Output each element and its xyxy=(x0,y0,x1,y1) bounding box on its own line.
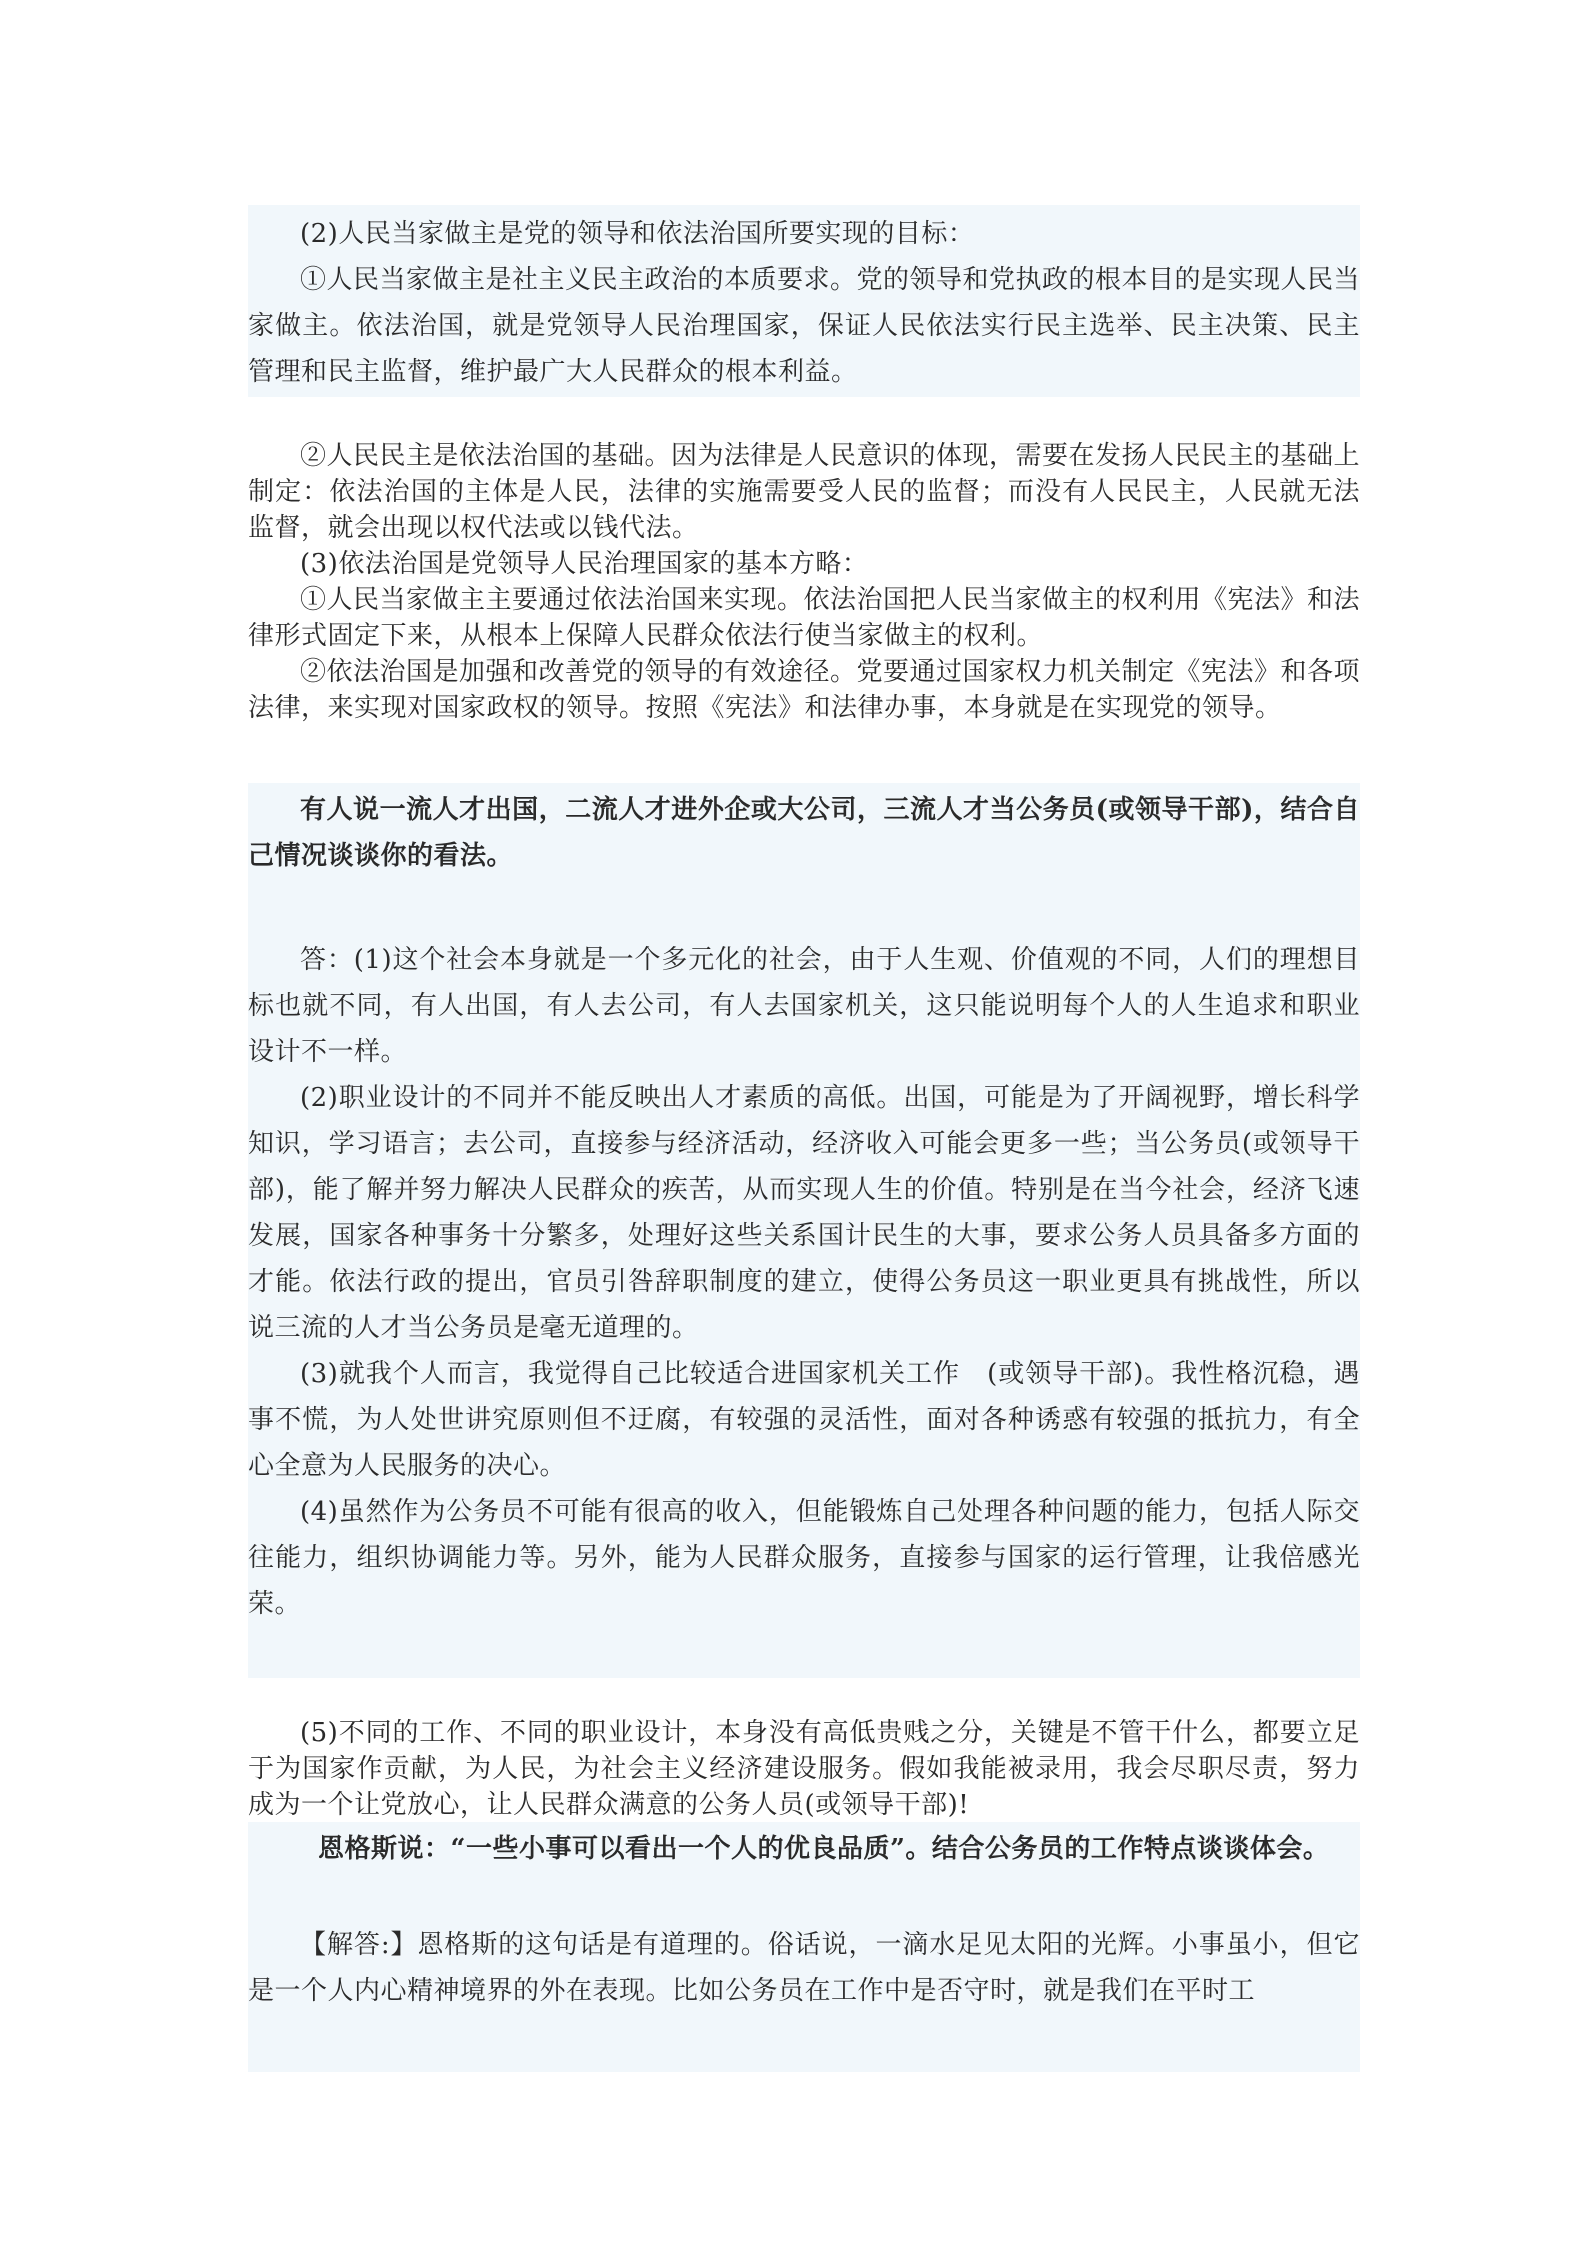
answer-body: 恩格斯的这句话是有道理的。俗话说，一滴水足见太阳的光辉。小事虽小，但它是一个人内心精神境界的外在表现。比如公务员在工作中是否守时，就是我们在平时工 xyxy=(248,1930,1360,2006)
answer-talent-conclusion xyxy=(248,1715,1360,1823)
answer-talent-3: (3)就我个人而言，我觉得自己比较适合进国家机关工作 (或领导干部)。我性格沉稳，遇事不慌，为人处世讲究原则但不迂腐，有较强的灵活性，面对各种诱惑有较强的抵抗力，有全心全意为人民服务的决心。 xyxy=(248,1359,1360,1481)
paragraph-goal-1: ①人民当家做主是社主义民主政治的本质要求。党的领导和党执政的根本目的是实现人民当家做主。依法治国，就是党领导人民治理国家，保证人民依法实行民主选举、民主决策、民主管理和民主监督，维护最广大人民群众的根本利益。 xyxy=(248,265,1361,387)
answer-engels-text xyxy=(248,1922,1360,2014)
answer-talent xyxy=(248,933,1360,1678)
question-talent xyxy=(248,783,1360,933)
answer-engels xyxy=(248,1922,1360,2014)
paragraph-strategy-2: ②依法治国是加强和改善党的领导的有效途径。党要通过国家权力机关制定《宪法》和各项法律，来实现对国家政权的领导。按照《宪法》和法律办事，本身就是在实现党的领导。 xyxy=(248,657,1361,723)
paragraph-strategy-1: ①人民当家做主主要通过依法治国来实现。依法治国把人民当家做主的权利用《宪法》和法律形式固定下来，从根本上保障人民群众依法行使当家做主的权利。 xyxy=(248,585,1361,651)
answer-label: 【解答:】 xyxy=(300,1930,418,1960)
section-goal xyxy=(248,205,1360,397)
section-basis xyxy=(248,438,1360,726)
answer-talent-5: (5)不同的工作、不同的职业设计，本身没有高低贵贱之分，关键是不管干什么，都要立足于为国家作贡献，为人民，为社会主义经济建设服务。假如我能被录用，我会尽职尽责，努力成为一个让党放心，让人民群众满意的公务人员(或领导干部)! xyxy=(248,1718,1360,1820)
paragraph-basis: ②人民民主是依法治国的基础。因为法律是人民意识的体现，需要在发扬人民民主的基础上制定：依法治国的主体是人民，法律的实施需要受人民的监督；而没有人民民主，人民就无法监督，就会出现以权代法或以钱代法。 xyxy=(248,441,1361,543)
heading-goal: (2)人民当家做主是党的领导和依法治国所要实现的目标： xyxy=(300,219,975,249)
answer-talent-4: (4)虽然作为公务员不可能有很高的收入，但能锻炼自己处理各种问题的能力，包括人际交往能力，组织协调能力等。另外，能为人民群众服务，直接参与国家的运行管理，让我倍感光荣。 xyxy=(248,1497,1360,1619)
answer-talent-2: (2)职业设计的不同并不能反映出人才素质的高低。出国，可能是为了开阔视野，增长科学知识，学习语言；去公司，直接参与经济活动，经济收入可能会更多一些；当公务员(或领导干部)，能了解并努力解决人民群众的疾苦，从而实现人生的价值。特别是在当今社会，经济飞速发展，国家各种事务十分繁多，处理好这些关系国计民生的大事，要求公务人员具备多方面的才能。依法行政的提出，官员引咎辞职制度的建立，使得公务员这一职业更具有挑战性，所以说三流的人才当公务员是毫无道理的。 xyxy=(248,1083,1360,1343)
answer-talent-1: 答：(1)这个社会本身就是一个多元化的社会，由于人生观、价值观的不同，人们的理想目标也就不同，有人出国，有人去公司，有人去国家机关，这只能说明每个人的人生追求和职业设计不一样。 xyxy=(248,945,1360,1067)
question-engels-title: 恩格斯说：“一些小事可以看出一个人的优良品质”。结合公务员的工作特点谈谈体会。 xyxy=(318,1834,1330,1864)
heading-strategy: (3)依法治国是党领导人民治理国家的基本方略： xyxy=(300,549,869,579)
question-talent-title: 有人说一流人才出国，二流人才进外企或大公司，三流人才当公务员(或领导干部)，结合自己情况谈谈你的看法。 xyxy=(248,795,1360,871)
